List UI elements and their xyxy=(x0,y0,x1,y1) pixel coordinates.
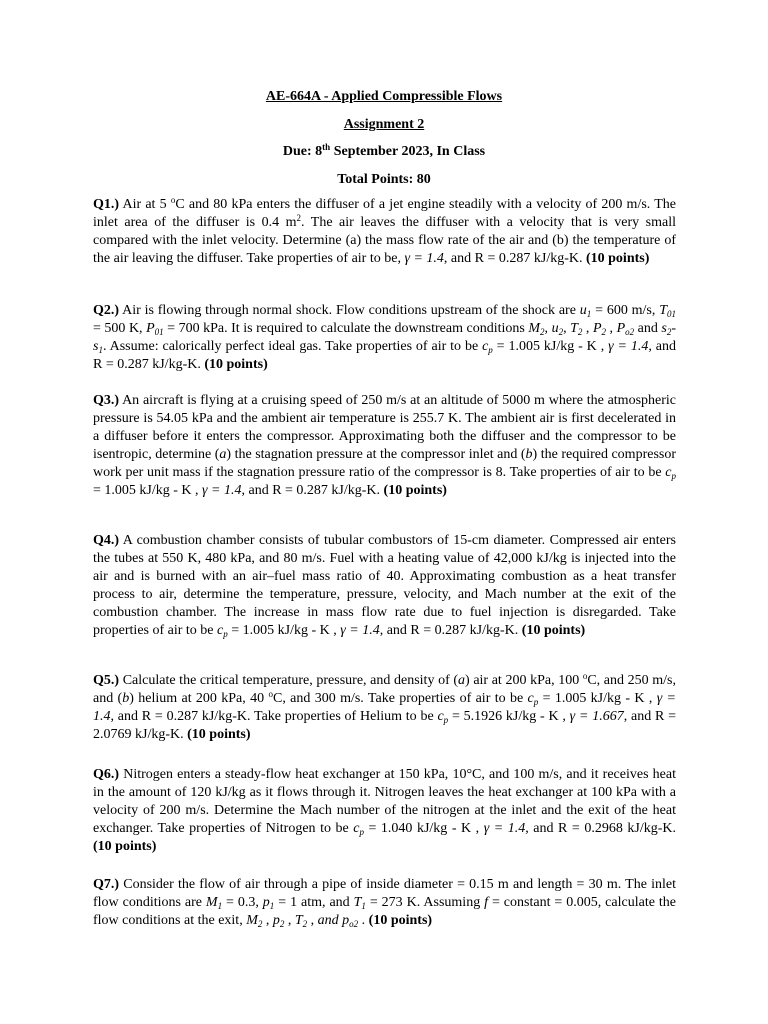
question-label: Q5.) xyxy=(93,673,120,688)
question-label: Q6.) xyxy=(93,767,120,782)
gamma-symbol: γ = 1.4 xyxy=(202,483,242,498)
gamma-symbol: γ = 1.4 xyxy=(340,623,380,638)
question-5: Q5.) Calculate the critical temperature, pressure, and density of (a) air at 200 kPa, 100 $^o$C, and 250 m/s, and (b) helium at 200 kPa, 40 $^o$C, and 300 m/s. Take properties of air to be $c_p = 1.005$ kJ/kg - K , γ = 1.4, and R = 0.287 kJ/kg-K. Take properties of Helium to be $c_p = 5.1926$ kJ/kg - K , γ = 1.667, and R = 2.0769 kJ/kg-K. (10 points) xyxy=(93,671,677,742)
points-label: (10 points) xyxy=(187,727,251,742)
question-label: Q3.) xyxy=(93,393,120,408)
question-6: Q6.) Nitrogen enters a steady-flow heat exchanger at 150 kPa, 10°C, and 100 m/s, and it receives heat in the amount of 120 kJ/kg as it flows through it. Nitrogen leaves the heat exchanger at 100 kPa with a velocity of 200 m/s. Determine the Mach number of the nitrogen at the inlet and the exit of the heat exchanger. Take properties of Nitrogen to be $c_p = 1.040$ kJ/kg - K , γ = 1.4, and R = 0.2968 kJ/kg-K. (10 points) xyxy=(93,767,676,854)
assignment-title: Assignment 2 xyxy=(343,117,425,132)
question-label: Q4.) xyxy=(93,533,120,548)
question-7: Q7.) Consider the flow of air through a pipe of inside diameter = 0.15 m and length = 30 m. The inlet flow conditions are $M_1 = 0.3$, $p_1 = 1$ atm, and $T_1 = 273$ K. Assuming f = constant = 0.005, calculate the flow conditions at the exit, $M_2$ , $p_2$ , $T_2$ , and $p_{o2}$ . (10 points) xyxy=(93,877,676,929)
question-1: Q1.) Air at 5 $^o$C and 80 kPa enters the diffuser of a jet engine steadily with a velocity of 200 m/s. The inlet area of the diffuser is 0.4 $m^2$. The air leaves the diffuser with a velocity that is very small compared with the inlet velocity. Determine (a) the mass flow rate of the air and (b) the temperature of the air leaving the diffuser. Take properties of air to be, γ = 1.4, and R = 0.287 kJ/kg-K. (10 points) xyxy=(93,195,677,266)
gamma-symbol: γ = 1.4 xyxy=(483,821,526,836)
question-label: Q2.) xyxy=(93,303,120,318)
question-label: Q1.) xyxy=(93,197,120,212)
points-label: (10 points) xyxy=(585,251,650,266)
gamma-symbol: γ = 1.667 xyxy=(569,709,624,724)
question-label: Q7.) xyxy=(93,877,120,892)
points-label: (10 points) xyxy=(204,357,268,372)
points-label: (10 points) xyxy=(368,913,433,928)
gamma-symbol: γ = 1.4 xyxy=(93,691,676,724)
question-3: Q3.) An aircraft is flying at a cruising speed of 250 m/s at an altitude of 5000 m where the atmospheric pressure is 54.05 kPa and the ambient air temperature is 255.7 K. The ambient air is first decelerated in a diffuser before it enters the compressor. Approximating both the diffuser and the compressor to be isentropic, determine (a) the stagnation pressure at the compressor inlet and (b) the required compressor work per unit mass if the stagnation pressure ratio of the compressor is 8. Take properties of air to be $c_p = 1.005$ kJ/kg - K , γ = 1.4, and R = 0.287 kJ/kg-K. (10 points) xyxy=(93,393,677,498)
total-points: Total Points: 80 xyxy=(337,172,431,187)
gamma-symbol: γ = 1.4 xyxy=(404,251,444,266)
gamma-symbol: γ = 1.4 xyxy=(608,339,649,354)
points-label: (10 points) xyxy=(521,623,586,638)
points-label: (10 points) xyxy=(93,839,157,854)
due-date: Due: 8th September 2023, In Class xyxy=(282,142,486,159)
question-4: Q4.) A combustion chamber consists of tubular combustors of 15-cm diameter. Compressed air enters the tubes at 550 K, 480 kPa, and 80 m/s. Fuel with a heating value of 42,000 kJ/kg is injected into the air and is burned with an air–fuel mass ratio of 40. Approximating combustion as a heat transfer process to air, determine the temperature, pressure, velocity, and Mach number at the exit of the combustion chamber. The increase in mass flow rate due to fuel injection is disregarded. Take properties of air to be $c_p = 1.005$ kJ/kg - K , γ = 1.4, and R = 0.287 kJ/kg-K. (10 points) xyxy=(93,533,676,639)
question-2: Q2.) Air is flowing through normal shock. Flow conditions upstream of the shock are $u_1 = 600$ m/s, $T_{01} = 500$ K, $P_{01} = 700$ kPa. It is required to calculate the downstream conditions $M_2$, $u_2$, $T_2$ , $P_2$ , $P_{o2}$ and $s_2-s_1$. Assume: calorically perfect ideal gas. Take properties of air to be $c_p = 1.005$ kJ/kg - K , γ = 1.4, and R = 0.287 kJ/kg-K. (10 points) xyxy=(93,303,677,372)
points-label: (10 points) xyxy=(383,483,447,498)
course-title: AE-664A - Applied Compressible Flows xyxy=(265,89,503,104)
